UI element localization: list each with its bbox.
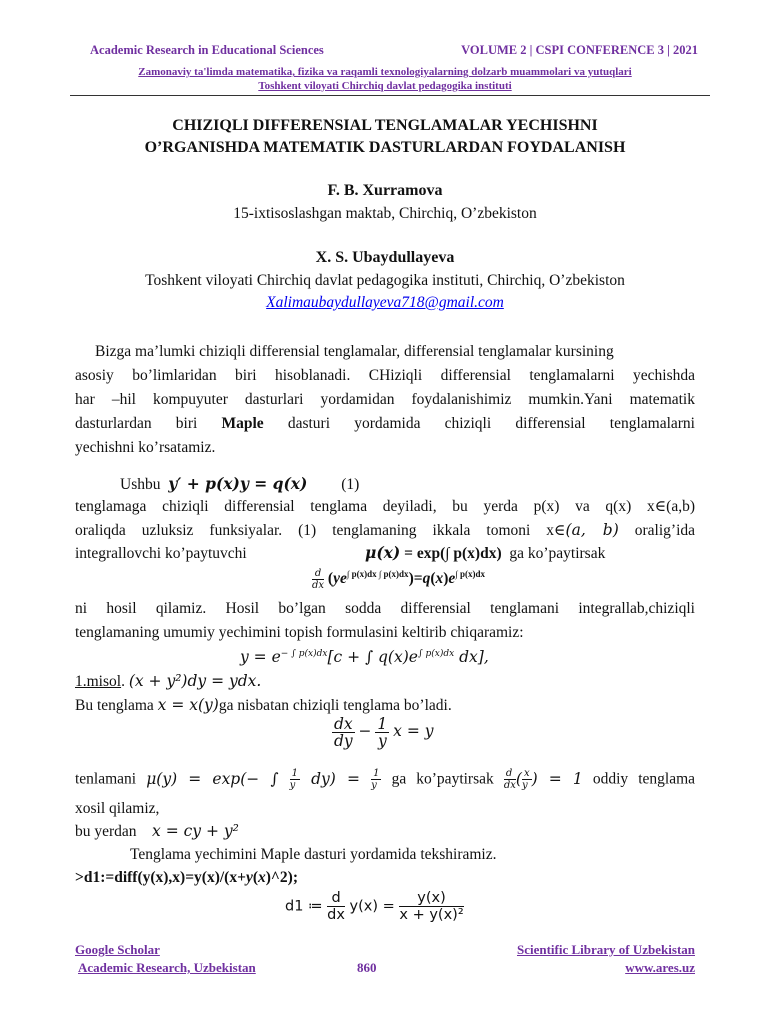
general-solution-formula: $y = e^{- \int p(x)dx}[c$ + ∫ $q(x)e^{\int p(x)dx}$ dx],: [240, 648, 489, 666]
conference-title: Zamonaviy ta'limda matematika, fizika va raqamli texnologiyalarning dolzarb muammolari va yutuqlari: [138, 66, 632, 78]
volume-info: VOLUME 2 | CSPI CONFERENCE 3 | 2021: [461, 43, 698, 57]
paragraph-line: dasturlardan biri Maple dasturi yordamida chiziqli differensial tenglamalarni: [75, 415, 695, 432]
journal-name: Academic Research in Educational Sciences: [90, 43, 324, 57]
paragraph-line: tenglamaning umumiy yechimini topish formulasini keltirib chiqaramiz:: [75, 624, 524, 641]
author-email-link[interactable]: Xalimaubaydullayeva718@gmail.com: [266, 294, 504, 311]
ares-website-link[interactable]: www.ares.uz: [625, 960, 695, 975]
paragraph-line: oraliqda uzluksiz funksiyalar. (1) tenglamaning ikkala tomoni x∈(a, b) oralig’ida: [75, 521, 696, 539]
article-title: CHIZIQLI DIFFERENSIAL TENGLAMALAR YECHISHNI O’RGANISHDA MATEMATIK DASTURLARDAN FOYDALANISH: [144, 117, 626, 156]
author-1-name: F. B. Xurramova: [327, 182, 443, 199]
author-2-affiliation: Toshkent viloyati Chirchiq davlat pedagogika instituti, Chirchiq, O’zbekiston: [145, 272, 625, 289]
equation-3: $\frac{dx}{dy}$ − $\frac{1}{y}$ x = y: [333, 715, 434, 750]
page-number: 860: [357, 960, 377, 975]
paragraph-line: integrallovchi ko’paytuvchi: [75, 545, 247, 562]
institute-name: Toshkent viloyati Chirchiq davlat pedagogika instituti: [258, 80, 512, 92]
paragraph-line: har –hil kompuyuter dasturlari yordamidan foydalanishimiz mumkin.Yani matematik: [75, 391, 695, 408]
paragraph-line: Bu tenglama x = x(y)ga nisbatan chiziqli tenglama bo’ladi.: [75, 696, 452, 714]
paragraph-line: ni hosil qilamiz. Hosil bo’lgan sodda differensial tenglamani integrallab,chiziqli: [75, 600, 695, 617]
google-scholar-link[interactable]: Google Scholar: [75, 942, 160, 957]
paragraph-line: yechishni ko’rsatamiz.: [75, 439, 216, 456]
maple-command: >d1:=diff(y(x),x)=y(x)/(x+y(x)^2);: [75, 869, 298, 886]
author-1-affiliation: 15-ixtisoslashgan maktab, Chirchiq, O’zbekiston: [233, 205, 537, 222]
paragraph-line: asosiy bo’limlaridan biri hisoblanadi. CHiziqli differensial tenglamalarni yechishda: [75, 367, 695, 384]
maple-output: d1 ≔ $\frac{d}{dx}$ y(x) = $\frac{y(x)}{\text{x + y(x)²}}$: [285, 890, 464, 923]
integrating-factor: μ(x) = exp(∫ p(x)dx) ga ko’paytirsak: [365, 543, 606, 562]
paragraph-line: bu yerdan x = cy + y²: [75, 822, 239, 840]
equation-2: $\frac{d}{dx}$ $(ye^{\int p(x)dx \int p(x)dx})=q(x)e^{\int p(x)dx}$: [312, 568, 486, 591]
academic-research-link[interactable]: Academic Research, Uzbekistan: [78, 960, 256, 975]
paragraph-line: xosil qilamiz,: [75, 800, 160, 817]
equation-1: Ushbu y′ + p(x)y = q(x) (1): [120, 474, 360, 493]
author-2-name: X. S. Ubaydullayeva: [315, 249, 455, 266]
paragraph-line: tenlamani μ(y) = exp(− ∫ $\frac{1}{y}$ dy) = $\frac{1}{y}$ ga ko’paytirsak $\frac{d}{dx}$ ( $\frac{x}{y}$ ) = 1 oddiy tenglama: [75, 768, 696, 791]
scientific-library-link[interactable]: Scientific Library of Uzbekistan: [516, 942, 695, 957]
header-rule: [70, 95, 710, 96]
paragraph-line: Tenglama yechimini Maple dasturi yordamida tekshiramiz.: [130, 846, 497, 863]
example-1: 1.misol. (x + y²)dy = ydx.: [75, 672, 262, 690]
paragraph-line: tenglamaga chiziqli differensial tenglama deyiladi, bu yerda p(x) va q(x) x∈(a,b): [75, 498, 695, 515]
paragraph-line: Bizga ma’lumki chiziqli differensial tenglamalar, differensial tenglamalar kursining: [95, 343, 614, 360]
